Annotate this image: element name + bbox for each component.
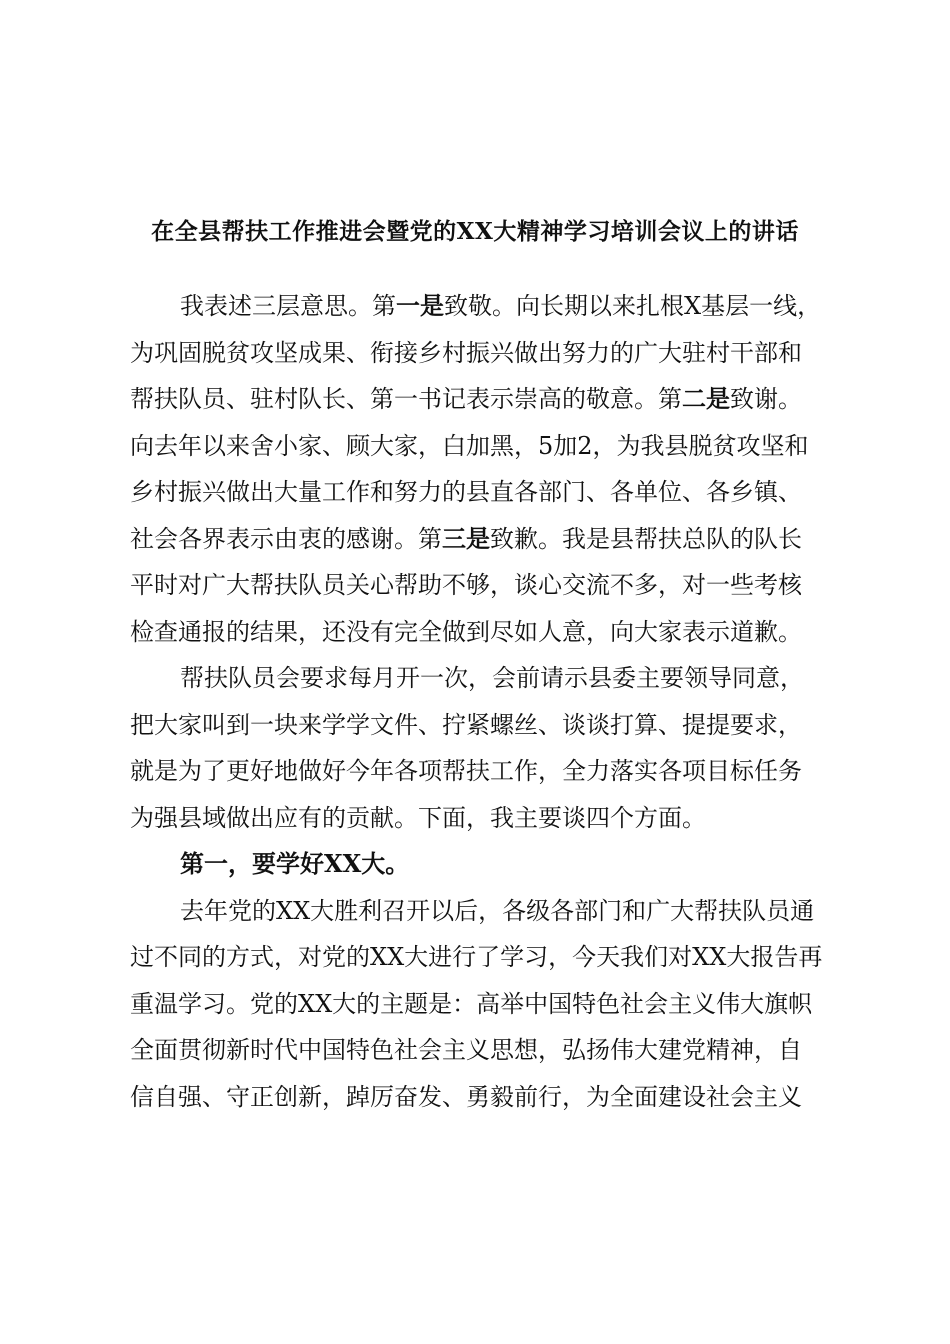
text-segment: 平时对广大帮扶队员关心帮助不够，谈心交流不多，对一些考核 <box>130 571 802 599</box>
section-heading <box>130 841 842 888</box>
paragraph-line <box>130 516 842 563</box>
paragraph-line: 全面贯彻新时代中国特色社会主义思想，弘扬伟大建党精神，自 <box>130 1036 802 1064</box>
text-segment: 我表述三层意思。第 <box>180 292 396 320</box>
text-segment: 致歉。我是县帮扶总队的队长 <box>490 524 802 553</box>
paragraph-line <box>130 748 842 795</box>
text-segment: 致谢。 <box>730 385 802 413</box>
paragraph-line <box>130 283 842 330</box>
paragraph-3 <box>130 888 842 1121</box>
paragraph-line <box>130 423 842 470</box>
paragraph-line <box>130 702 842 749</box>
paragraph-line: 去年党的XX大胜利召开以后，各级各部门和广大帮扶队员通 <box>180 896 815 925</box>
paragraph-line: 重温学习。党的XX大的主题是：高举中国特色社会主义伟大旗帜 <box>130 989 813 1018</box>
document-title: 在全县帮扶工作推进会暨党的XX大精神学习培训会议上的讲话 <box>151 218 799 245</box>
paragraph-line <box>130 655 842 702</box>
bold-ordinal: 一是 <box>396 291 444 320</box>
paragraph-line <box>130 330 842 377</box>
paragraph-line: 信自强、守正创新，踔厉奋发、勇毅前行，为全面建设社会主义 <box>130 1082 802 1111</box>
paragraph-2 <box>130 655 842 841</box>
text-segment: 为巩固脱贫攻坚成果、衔接乡村振兴做出努力的广大驻村干部和 <box>130 338 802 367</box>
text-segment: 向去年以来舍小家、顾大家，白加黑，5加2，为我县脱贫攻坚和 <box>130 431 809 460</box>
paragraph-1 <box>130 283 842 655</box>
paragraph-line <box>130 562 842 609</box>
text-segment: 把大家叫到一块来学学文件、拧紧螺丝、谈谈打算、提提要求， <box>130 710 802 739</box>
paragraph-line <box>130 469 842 516</box>
paragraph-line <box>130 376 842 423</box>
paragraph-line <box>130 609 842 656</box>
text-segment: 就是为了更好地做好今年各项帮扶工作，全力落实各项目标任务 <box>130 757 802 785</box>
bold-ordinal: 二是 <box>682 384 730 413</box>
text-segment: 乡村振兴做出大量工作和努力的县直各部门、各单位、各乡镇、 <box>130 478 802 506</box>
text-segment: 帮扶队员、驻村队长、第一书记表示崇高的敬意。第 <box>130 385 682 413</box>
text-segment: 为强县域做出应有的贡献。下面，我主要谈四个方面。 <box>130 803 706 832</box>
paragraph-line: 过不同的方式，对党的XX大进行了学习，今天我们对XX大报告再 <box>130 943 823 971</box>
text-segment: 致敬。向长期以来扎根X基层一线， <box>444 292 822 320</box>
document-body <box>130 283 842 1120</box>
bold-ordinal: 三是 <box>442 523 490 553</box>
text-segment: 帮扶队员会要求每月开一次，会前请示县委主要领导同意， <box>180 664 804 692</box>
text-segment: 检查通报的结果，还没有完全做到尽如人意，向大家表示道歉。 <box>130 617 802 646</box>
text-segment: 社会各界表示由衷的感谢。第 <box>130 524 442 553</box>
paragraph-line <box>130 795 842 842</box>
heading-text: 第一，要学好XX大。 <box>180 849 410 878</box>
